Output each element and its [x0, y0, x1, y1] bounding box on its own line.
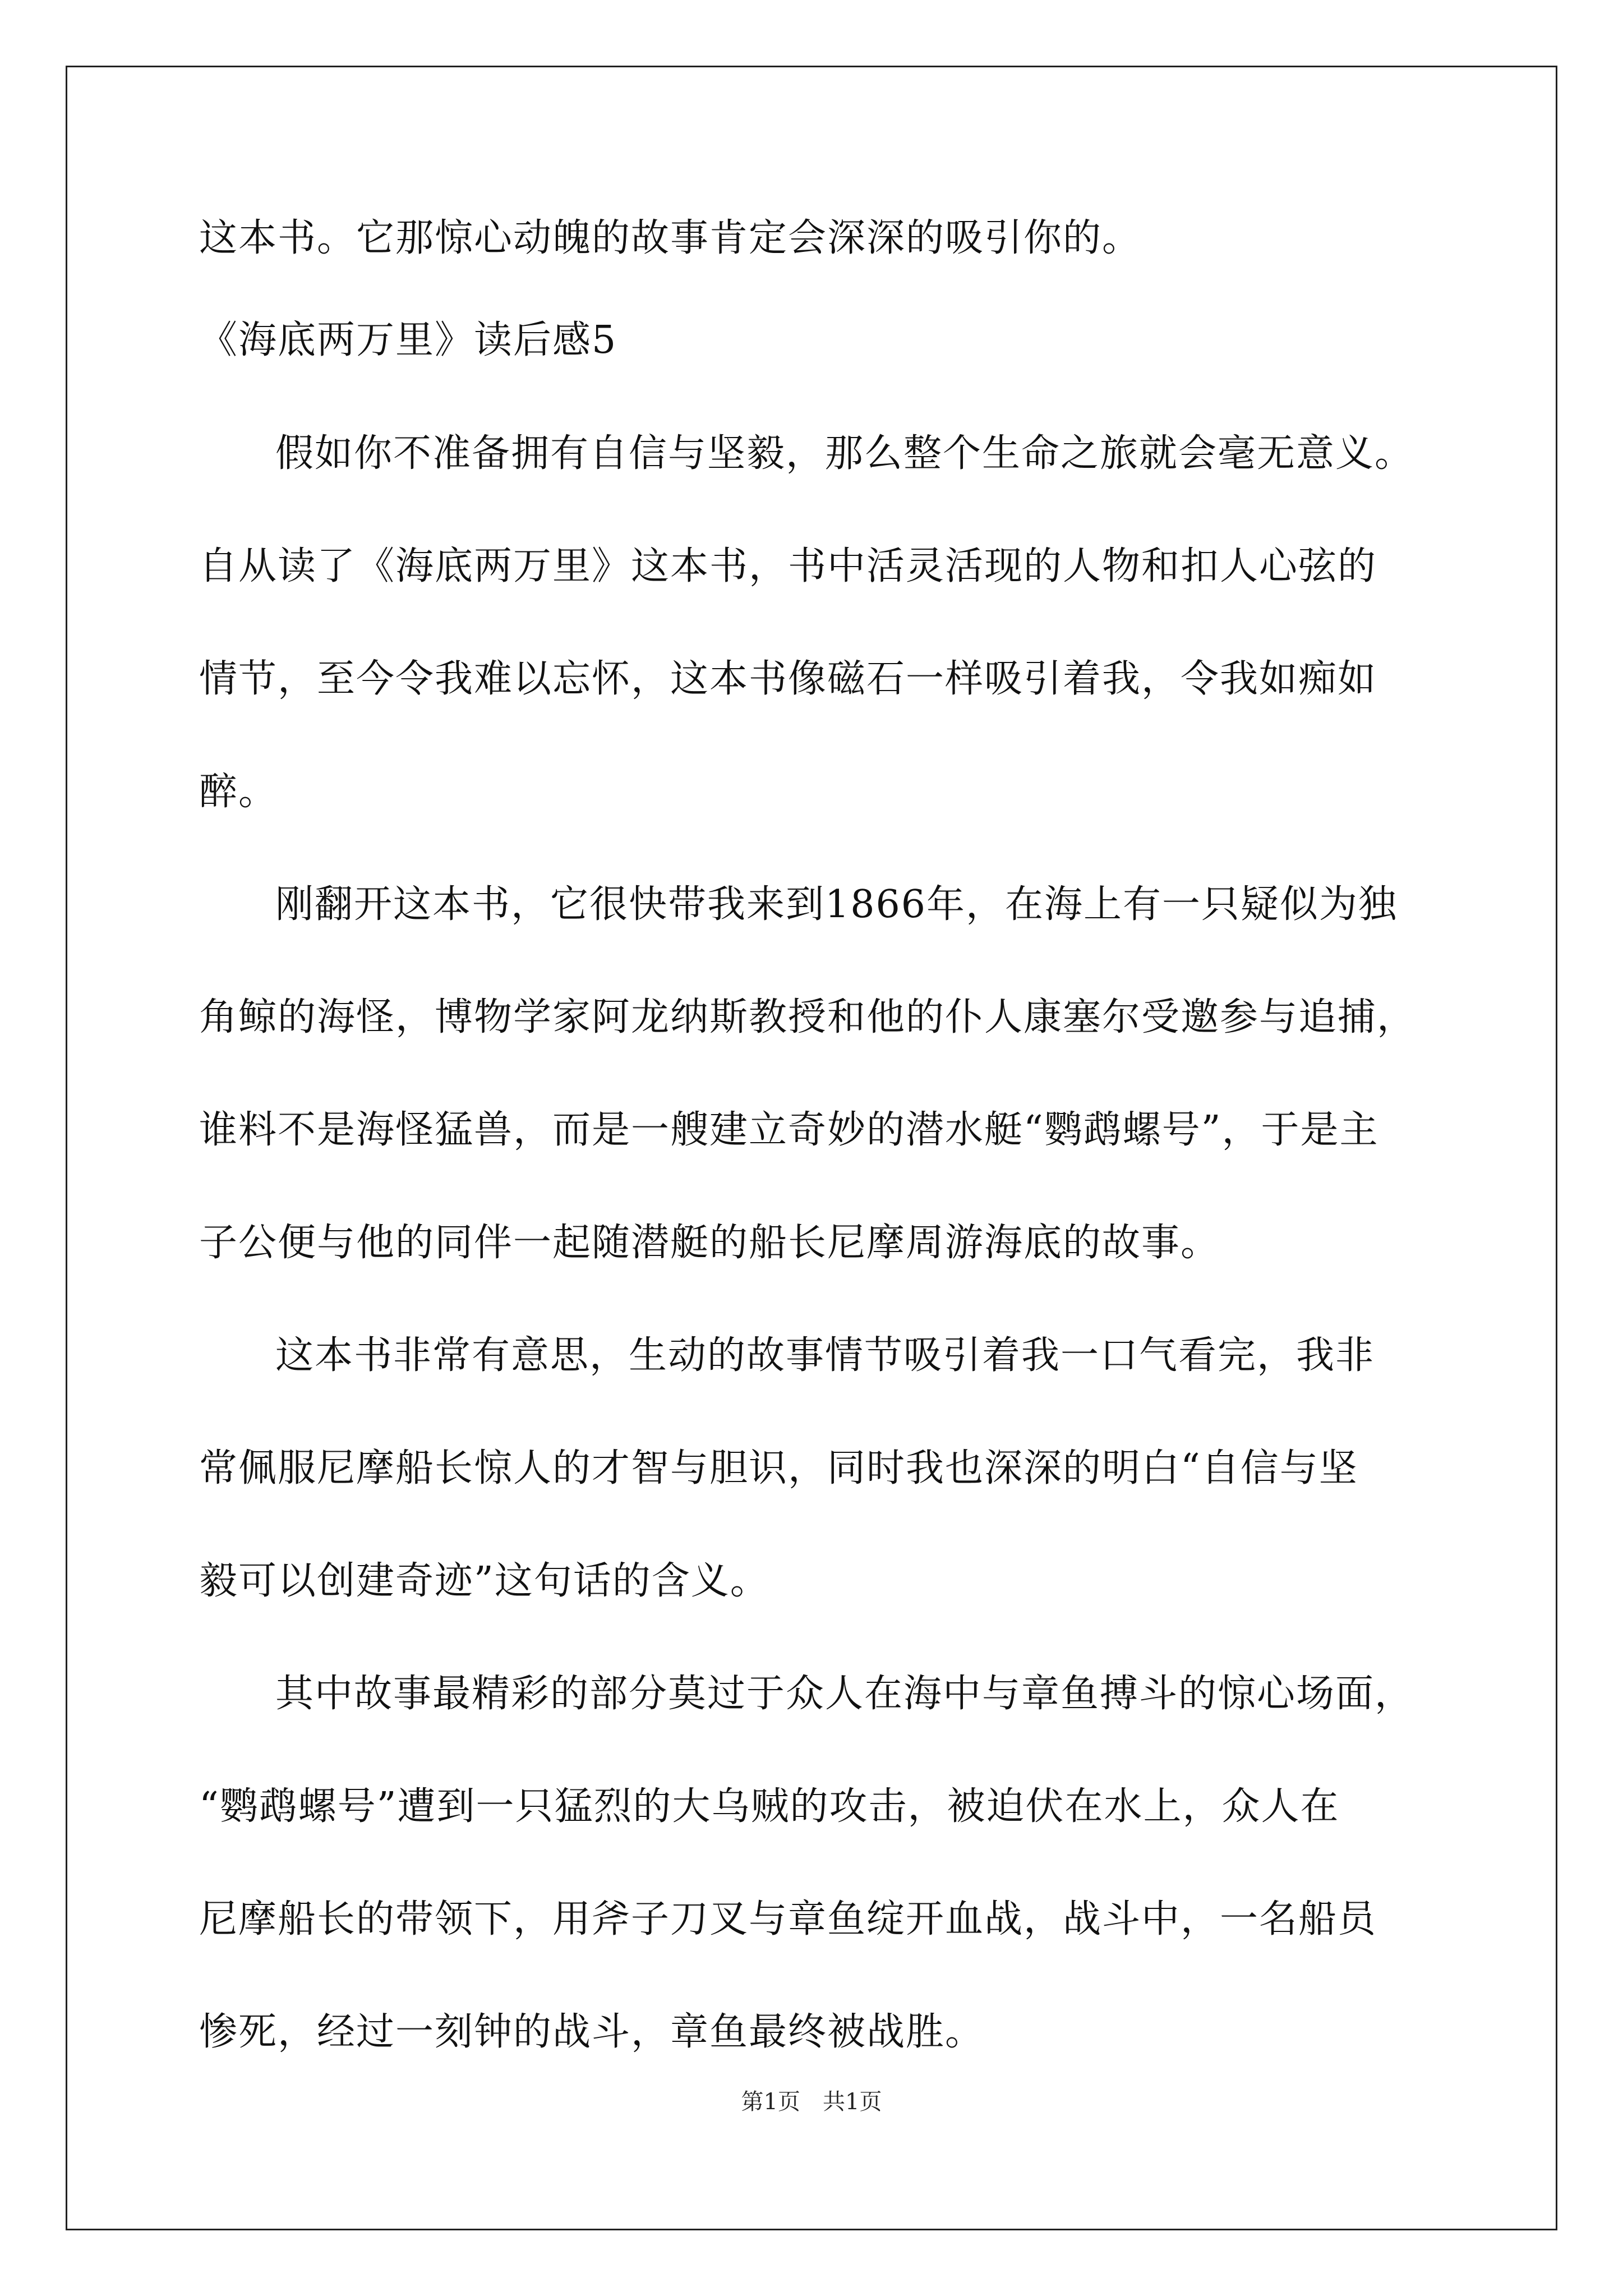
page-number: 第1页 [741, 2089, 800, 2115]
page-total: 共1页 [823, 2089, 882, 2115]
paragraph-line: 子公便与他的同伴一起随潜艇的船长尼摩周游海底的故事。 [199, 1221, 1220, 1265]
section-heading: 《海底两万里》读后感5 [199, 318, 617, 362]
paragraph-line: 角鲸的海怪，博物学家阿龙纳斯教授和他的仆人康塞尔受邀参与追捕， [199, 995, 1417, 1039]
paragraph-line: 刚翻开这本书，它很快带我来到1866年，在海上有一只疑似为独 [275, 882, 1398, 927]
paragraph-line: “鹦鹉螺号”遭到一只猛烈的大乌贼的攻击，被迫伏在水上，众人在 [199, 1784, 1340, 1829]
paragraph-line: 毅可以创建奇迹”这句话的含义。 [199, 1559, 769, 1603]
paragraph-line: 醉。 [199, 770, 278, 814]
paragraph-line: 这本书非常有意思，生动的故事情节吸引着我一口气看完，我非 [275, 1333, 1375, 1378]
paragraph-line: 惨死，经过一刻钟的战斗，章鱼最终被战胜。 [199, 2010, 985, 2054]
paragraph-line: 情节，至今令我难以忘怀，这本书像磁石一样吸引着我，令我如痴如 [199, 657, 1377, 701]
paragraph-line: 常佩服尼摩船长惊人的才智与胆识，同时我也深深的明白“自信与坚 [199, 1446, 1358, 1490]
paragraph-line: 尼摩船长的带领下，用斧子刀叉与章鱼绽开血战，战斗中，一名船员 [199, 1897, 1377, 1941]
paragraph-line: 自从读了《海底两万里》这本书，书中活灵活现的人物和扣人心弦的 [199, 544, 1377, 588]
page-footer [0, 2088, 1623, 2116]
text-line: 这本书。它那惊心动魄的故事肯定会深深的吸引你的。 [199, 216, 1142, 260]
paragraph-line: 其中故事最精彩的部分莫过于众人在海中与章鱼搏斗的惊心场面， [275, 1672, 1414, 1716]
paragraph-line: 假如你不准备拥有自信与坚毅，那么整个生命之旅就会毫无意义。 [275, 431, 1414, 476]
paragraph-line: 谁料不是海怪猛兽，而是一艘建立奇妙的潜水艇“鹦鹉螺号”，于是主 [199, 1108, 1379, 1152]
